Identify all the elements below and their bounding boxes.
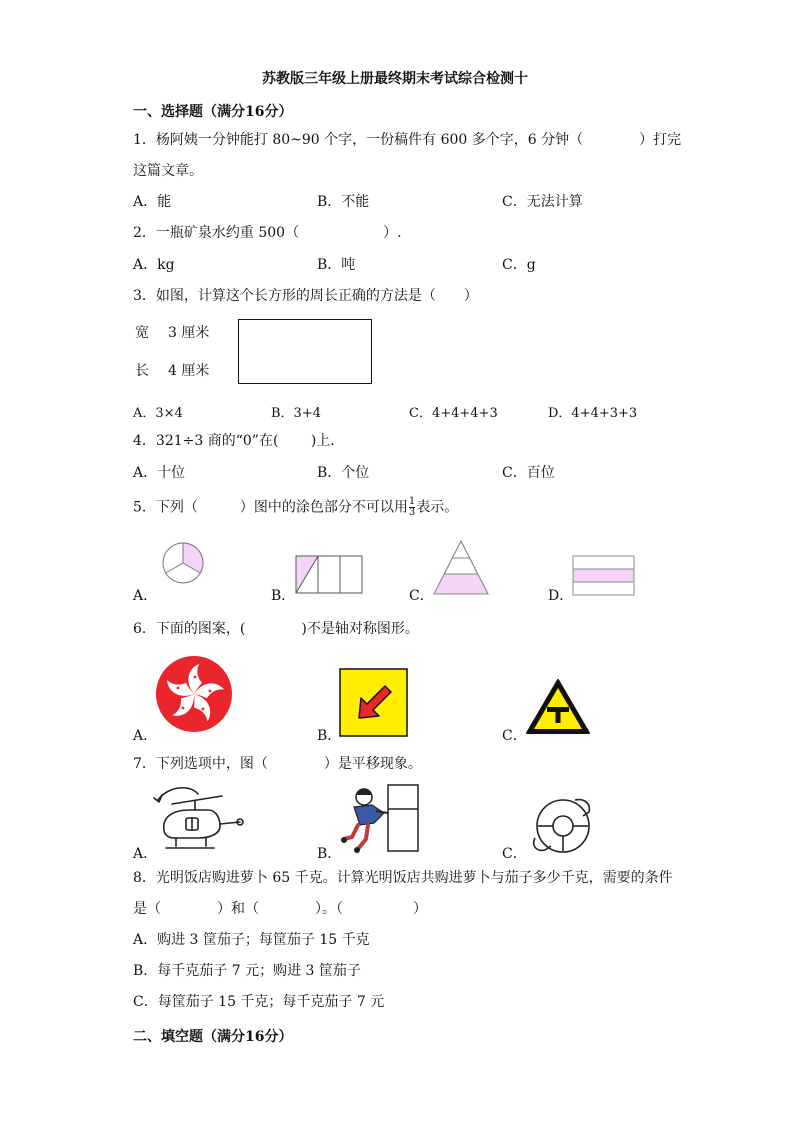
q5-figure-b-rectangle	[295, 555, 365, 595]
bauhinia-flag-icon	[155, 655, 233, 733]
q3-width-label: 宽	[135, 325, 149, 341]
q2-option-a[interactable]: A．kg	[133, 257, 175, 273]
q6-option-a[interactable]: A．	[133, 728, 158, 744]
q8-text-line1: 8．光明饭店购进萝卜 65 千克。计算光明饭店共购进萝卜与茄子多少千克，需要的条件	[133, 870, 673, 886]
q3-rectangle-figure	[238, 319, 372, 384]
q3-text: 3．如图，计算这个长方形的周长正确的方法是（ ）	[133, 288, 478, 304]
q8-text-line2: 是（ ）和（ ）。（ ）	[133, 901, 427, 917]
q7-option-a[interactable]: A．	[133, 846, 158, 862]
q2-option-b[interactable]: B．吨	[317, 257, 356, 273]
q3-option-b[interactable]: B．3+4	[271, 406, 321, 421]
q4-option-b[interactable]: B．个位	[317, 465, 370, 481]
q1-option-c[interactable]: C．无法计算	[502, 194, 583, 210]
q3-length-value: 4 厘米	[168, 363, 210, 379]
t-junction-warning-sign-icon	[525, 678, 591, 736]
q7-option-b[interactable]: B．	[317, 846, 342, 862]
q1-option-a[interactable]: A．能	[133, 194, 172, 210]
q5-text	[133, 497, 458, 518]
q4-option-a[interactable]: A．十位	[133, 465, 186, 481]
q8-option-c[interactable]: C．每筐茄子 15 千克；每千克茄子 7 元	[133, 994, 385, 1010]
q1-text-line1: 1．杨阿姨一分钟能打 80~90 个字，一份稿件有 600 多个字，6 分钟（ ）打完	[133, 132, 682, 148]
helicopter-icon	[150, 780, 246, 856]
q7-option-c[interactable]: C．	[502, 846, 527, 862]
q4-text: 4．321÷3 商的“0”在( )上.	[133, 433, 335, 449]
q5-text-after: 表示。	[416, 499, 459, 516]
q8-option-a[interactable]: A．购进 3 筐茄子；每筐茄子 15 千克	[133, 932, 370, 948]
q3-option-c[interactable]: C．4+4+4+3	[409, 406, 498, 421]
q3-width-value: 3 厘米	[168, 325, 210, 341]
q3-option-a[interactable]: A．3×4	[133, 406, 183, 421]
q3-length-label: 长	[135, 363, 149, 379]
q5-option-a[interactable]: A．	[133, 588, 158, 604]
q5-option-b[interactable]: B．	[271, 588, 296, 604]
q5-figure-c-triangle	[432, 540, 490, 596]
q1-option-b[interactable]: B．不能	[317, 194, 370, 210]
q5-text-before: 5．下列（ ）图中的涂色部分不可以用	[133, 499, 408, 516]
q8-option-b[interactable]: B．每千克茄子 7 元；购进 3 筐茄子	[133, 963, 361, 979]
arrow-sign-icon	[339, 668, 409, 738]
q6-option-c[interactable]: C．	[502, 728, 527, 744]
q3-option-d[interactable]: D．4+4+3+3	[548, 406, 638, 421]
q2-option-c[interactable]: C．g	[502, 257, 536, 273]
q5-figure-d-bars	[572, 555, 636, 597]
q5-option-c[interactable]: C．	[409, 588, 434, 604]
q7-text: 7．下列选项中，图（ ）是平移现象。	[133, 756, 422, 772]
boy-pushing-fridge-icon	[338, 783, 422, 855]
q5-figure-a-circle	[156, 542, 212, 584]
q4-option-c[interactable]: C．百位	[502, 465, 555, 481]
section-heading-choice: 一、选择题（满分16分）	[133, 104, 293, 120]
q5-option-d[interactable]: D．	[548, 588, 574, 604]
section-heading-fill-blank: 二、填空题（满分16分）	[133, 1029, 293, 1045]
q6-text: 6．下面的图案，( )不是轴对称图形。	[133, 621, 419, 637]
steering-wheel-icon	[525, 794, 601, 860]
page-title: 苏教版三年级上册最终期末考试综合检测十	[262, 71, 528, 87]
q2-text: 2．一瓶矿泉水约重 500（ ）.	[133, 225, 402, 241]
q6-option-b[interactable]: B．	[317, 728, 342, 744]
one-third-fraction: $\frac{1}{3}$	[408, 496, 416, 518]
q1-text-line2: 这篇文章。	[133, 163, 203, 179]
